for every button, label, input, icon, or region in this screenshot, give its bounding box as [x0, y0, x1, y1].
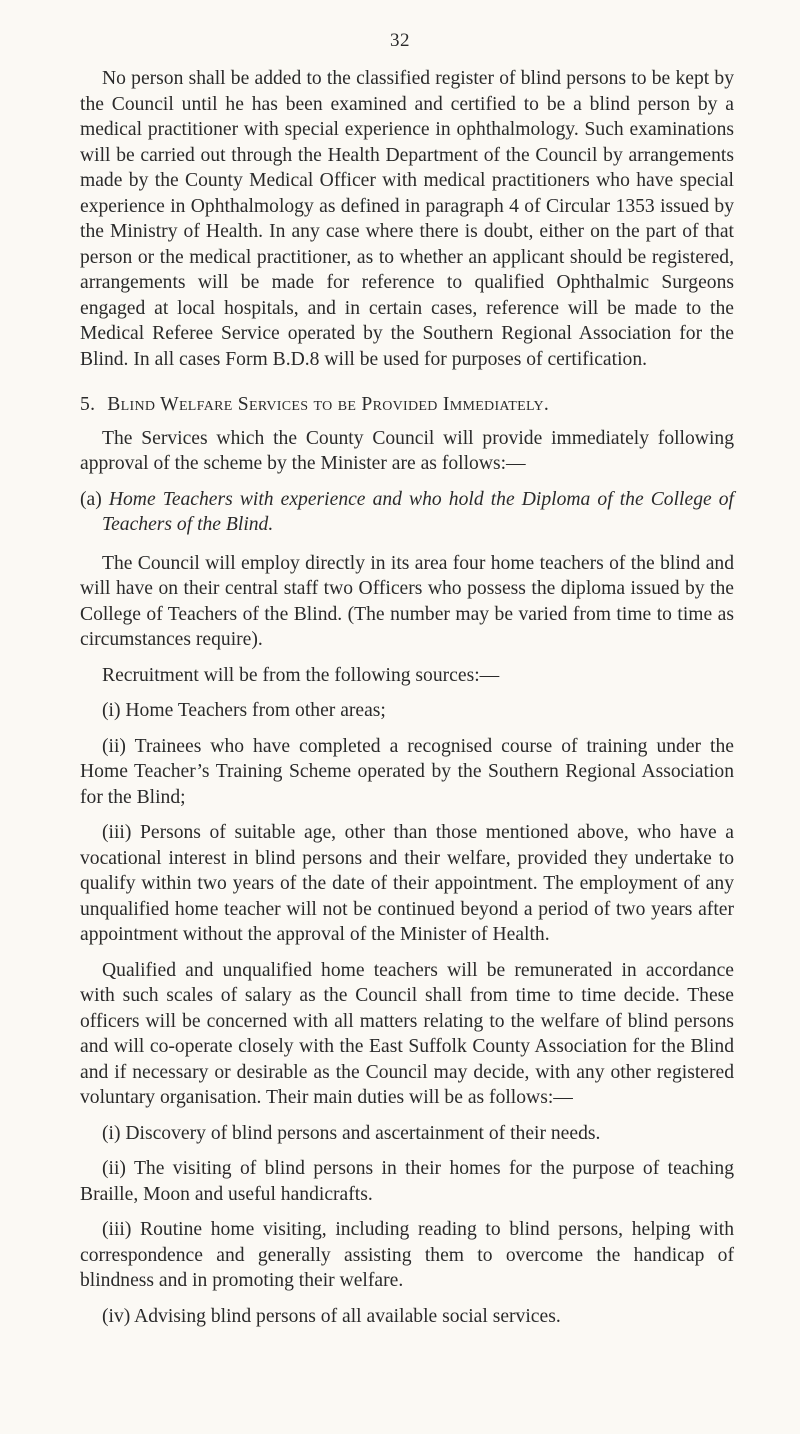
section-title: Blind Welfare Services to be Provided Immediately. — [107, 394, 550, 415]
section-number: 5. — [80, 394, 96, 415]
recruitment-intro: Recruitment will be from the following sources:— — [102, 664, 500, 686]
remuneration-paragraph: Qualified and unqualified home teachers will be remunerated in accordance with such scales of salary as the Council shall from time to time decide. These officers will be concerned with all matters relating to the welfare of blind persons and will co-operate closely with the East Suffolk County Association for the Blind and if necessary or desirable as the Council may decide, with any other registered voluntary organisation. Their main duties will be as follows:— — [80, 959, 734, 1108]
subsection-label: (a) — [80, 488, 102, 510]
duty-item-4: (iv) Advising blind persons of all available social services. — [102, 1305, 561, 1327]
employment-paragraph: The Council will employ directly in its area four home teachers of the blind and will have on their central staff two Officers who possess the diploma issued by the College of Teachers of the Blind. (The number may be varied from time to time as circumstances require). — [80, 552, 734, 650]
recruitment-source-3: (iii) Persons of suitable age, other than those mentioned above, who have a vocational interest in blind persons and their welfare, provided they undertake to qualify within two years of the date of their appointment. The employment of any unqualified home teacher will not be continued beyond a period of two years after appointment without the approval of the Minister of Health. — [80, 822, 734, 945]
duty-item-2: (ii) The visiting of blind persons in their homes for the purpose of teaching Braille, Moon and useful handicrafts. — [80, 1158, 734, 1205]
section-lead-paragraph: The Services which the County Council will provide immediately following approval of the scheme by the Minister are as follows:— — [80, 427, 734, 474]
duty-item-3: (iii) Routine home visiting, including reading to blind persons, helping with correspondence and generally assisting them to overcome the handicap of blindness and in promoting their welfare. — [80, 1219, 734, 1291]
page-body — [80, 66, 734, 1339]
duty-item-1: (i) Discovery of blind persons and ascertainment of their needs. — [102, 1122, 601, 1144]
recruitment-source-1: (i) Home Teachers from other areas; — [102, 700, 386, 721]
page-number: 32 — [390, 30, 410, 51]
recruitment-source-2: (ii) Trainees who have completed a recognised course of training under the Home Teacher’s Training Scheme operated by the Southern Regional Association for the Blind; — [80, 735, 734, 808]
subsection-heading — [80, 487, 734, 538]
subsection-title: Home Teachers with experience and who hold the Diploma of the College of Teachers of the Blind. — [102, 488, 735, 535]
intro-paragraph: No person shall be added to the classified register of blind persons to be kept by the Council until he has been examined and certified to be a blind person by a medical practitioner with special experience in ophthalmology. Such examinations will be carried out through the Health Department of the Council by arrangements made by the County Medical Officer with medical practitioners who have special experience in Ophthalmology as defined in paragraph 4 of Circular 1353 issued by the Ministry of Health. In any case where there is doubt, either on the part of that person or the medical practitioner, as to whether an applicant should be registered, arrangements will be made for reference to qualified Ophthalmic Surgeons engaged at local hospitals, and in certain cases, reference will be made to the Medical Referee Service operated by the Southern Regional Association for the Blind. In all cases Form B.D.8 will be used for purposes of certification. — [80, 68, 734, 370]
section-heading — [80, 392, 734, 418]
